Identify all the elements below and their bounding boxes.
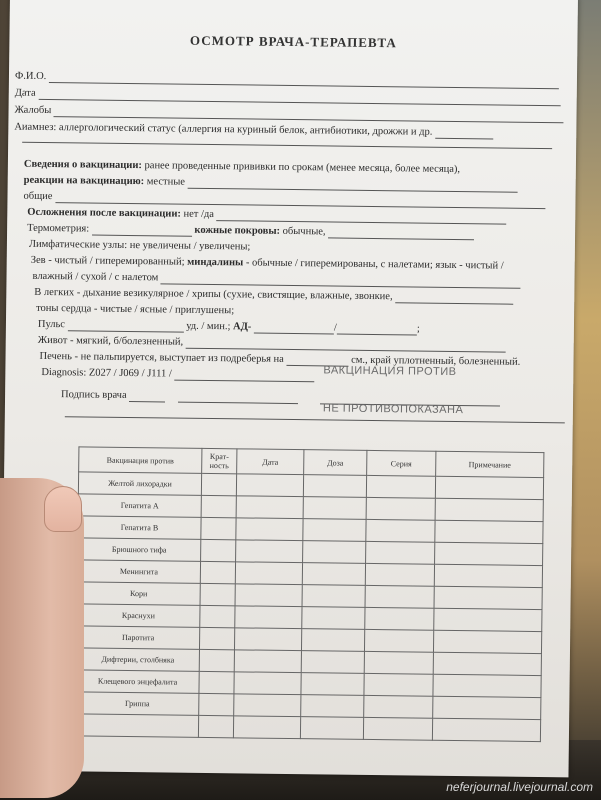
multiplicity-cell[interactable] xyxy=(199,627,234,649)
field-heart: тоны сердца - чистые / ясные / приглушены; xyxy=(36,302,235,317)
col-header-dose: Доза xyxy=(304,450,367,476)
vaccination-table xyxy=(75,446,545,742)
table-body xyxy=(75,472,543,742)
skin-text: обычные, xyxy=(282,225,326,238)
date-cell[interactable] xyxy=(236,518,303,541)
note-cell[interactable] xyxy=(434,564,542,587)
note-cell[interactable] xyxy=(433,696,541,719)
date-cell[interactable] xyxy=(234,672,301,695)
field-temperature-skin xyxy=(27,223,474,240)
thumb-nail xyxy=(44,486,82,532)
vaccine-name-cell: Клещевого энцефалита xyxy=(76,670,199,694)
section-divider xyxy=(65,416,565,423)
col-header-date: Дата xyxy=(237,449,304,475)
field-lungs xyxy=(34,287,513,305)
date-cell[interactable] xyxy=(235,606,302,629)
abdomen-text: Живот - мягкий, б/болезненный, xyxy=(37,334,184,348)
dose-cell[interactable] xyxy=(301,695,364,718)
dose-cell[interactable] xyxy=(303,541,366,564)
dose-cell[interactable] xyxy=(300,717,363,740)
fio-input-line[interactable] xyxy=(49,73,559,89)
col-header-multiplicity: Крат-ность xyxy=(202,448,237,473)
field-complications xyxy=(27,207,506,225)
throat-text: Зев - чистый / гиперемированный; xyxy=(30,254,185,268)
field-complaints xyxy=(14,105,564,124)
series-cell[interactable] xyxy=(365,563,434,586)
skin-label: кожные покровы: xyxy=(194,224,281,237)
series-cell[interactable] xyxy=(366,497,435,520)
vaccine-name-cell: Паротита xyxy=(76,626,199,650)
liver-text-a: Печень - не пальпируется, выступает из подреберья на xyxy=(39,350,284,365)
field-complaints-label: Жалобы xyxy=(14,104,52,117)
vaccine-name-cell: Дифтерии, столбняка xyxy=(76,648,199,672)
note-cell[interactable] xyxy=(435,520,543,543)
note-cell[interactable] xyxy=(433,674,541,697)
dose-cell[interactable] xyxy=(301,629,364,652)
note-cell[interactable] xyxy=(435,498,543,521)
pulse-units: уд. / мин.; xyxy=(186,320,231,333)
temperature-input-line[interactable] xyxy=(92,226,192,237)
complications-input-line[interactable] xyxy=(216,211,506,225)
liver-text-b: см., край уплотненный, болезненный. xyxy=(351,354,521,368)
date-cell[interactable] xyxy=(234,650,301,673)
multiplicity-cell[interactable] xyxy=(200,561,235,583)
date-cell[interactable] xyxy=(236,474,303,497)
col-header-note: Примечание xyxy=(436,451,544,477)
note-cell[interactable] xyxy=(433,652,541,675)
series-cell[interactable] xyxy=(366,541,435,564)
vaccination-info-label: Сведения о вакцинации: xyxy=(23,158,143,172)
series-cell[interactable] xyxy=(366,475,435,498)
series-cell[interactable] xyxy=(364,651,433,674)
field-fio xyxy=(15,71,559,90)
multiplicity-cell[interactable] xyxy=(200,605,235,627)
field-fio-label: Ф.И.О. xyxy=(14,70,47,82)
diagnosis-label: Diagnosis: Z027 / J069 / J111 / xyxy=(41,366,172,380)
vaccine-name-cell: Менингита xyxy=(77,560,200,584)
skin-input-line[interactable] xyxy=(328,228,474,240)
bp-systolic-line[interactable] xyxy=(254,324,334,335)
signature-name-line[interactable] xyxy=(178,393,298,404)
field-tongue xyxy=(32,271,521,289)
form-title: ОСМОТР ВРАЧА-ТЕРАПЕВТА xyxy=(189,32,397,51)
abdomen-input-line[interactable] xyxy=(186,339,506,353)
dose-cell[interactable] xyxy=(303,519,366,542)
field-anamnesis-label: Аиамнез: аллергологический статус (аллергия на куриный белок, антибиотики, дрожжи и др. xyxy=(14,121,433,138)
series-cell[interactable] xyxy=(365,607,434,630)
series-cell[interactable] xyxy=(364,673,433,696)
complications-text: нет /да xyxy=(183,208,215,221)
reactions-input-line[interactable] xyxy=(188,179,518,193)
diagnosis-input-line[interactable] xyxy=(174,371,314,383)
vaccine-name-cell: Кори xyxy=(77,582,200,606)
vaccination-info-text: ранее проведенные прививки по срокам (менее месяца, более месяца), xyxy=(144,160,461,176)
note-cell[interactable] xyxy=(435,476,543,499)
series-cell[interactable] xyxy=(363,717,432,740)
lungs-input-line[interactable] xyxy=(395,293,513,304)
pulse-label: Пульс xyxy=(37,318,66,331)
col-header-vaccination: Вакцинация против xyxy=(79,447,202,474)
vaccine-name-cell: Краснухи xyxy=(77,604,200,628)
multiplicity-cell[interactable] xyxy=(201,473,236,495)
multiplicity-cell[interactable] xyxy=(199,649,234,671)
general-label: общие xyxy=(23,190,53,203)
field-reactions xyxy=(24,175,518,193)
note-cell[interactable] xyxy=(435,542,543,565)
tonsils-text: - обычные / гиперемированы, с налетами; язык - чистый / xyxy=(245,257,504,272)
multiplicity-cell[interactable] xyxy=(200,583,235,605)
note-cell[interactable] xyxy=(432,718,540,741)
table-row xyxy=(75,714,540,742)
reactions-label: реакции на вакцинацию: xyxy=(23,174,145,188)
vaccine-name-cell: Гепатита А xyxy=(78,494,201,518)
multiplicity-cell[interactable] xyxy=(198,715,233,737)
date-input-line[interactable] xyxy=(38,90,560,106)
field-general xyxy=(23,191,545,209)
multiplicity-cell[interactable] xyxy=(201,495,236,517)
series-cell[interactable] xyxy=(366,519,435,542)
field-abdomen xyxy=(38,335,506,353)
dose-cell[interactable] xyxy=(301,651,364,674)
field-diagnosis xyxy=(41,367,314,382)
note-cell[interactable] xyxy=(434,586,542,609)
anamnesis-input-line[interactable] xyxy=(435,129,493,140)
anamnesis-extra-line[interactable] xyxy=(22,142,552,149)
date-cell[interactable] xyxy=(234,628,301,651)
vaccine-name-cell: Гепатита В xyxy=(78,516,201,540)
dose-cell[interactable] xyxy=(302,563,365,586)
signature-label: Подпись врача xyxy=(61,389,127,401)
note-cell[interactable] xyxy=(434,608,542,631)
date-cell[interactable] xyxy=(235,584,302,607)
multiplicity-cell[interactable] xyxy=(201,517,236,539)
vaccine-name-cell: Гриппа xyxy=(76,692,199,716)
multiplicity-cell[interactable] xyxy=(201,539,236,561)
complications-label: Осложнения после вакцинации: xyxy=(27,206,181,220)
bp-label: АД- xyxy=(232,321,252,333)
lungs-text: В легких - дыхание везикулярное / хрипы (сухие, свистящие, влажные, звонкие, xyxy=(34,286,393,303)
tongue-text: влажный / сухой / с налетом xyxy=(32,270,159,284)
temperature-label: Термометрия: xyxy=(27,222,90,235)
stamp-not-contraindicated: НЕ ПРОТИВОПОКАЗАНА xyxy=(322,402,464,417)
tonsils-label: миндалины xyxy=(187,256,244,269)
col-header-series: Серия xyxy=(367,450,436,476)
dose-cell[interactable] xyxy=(301,673,364,696)
vaccine-name-cell xyxy=(75,714,198,738)
field-pulse-bp: Пульс уд. / мин.; АД- / ; xyxy=(37,318,420,335)
dose-cell[interactable] xyxy=(302,585,365,608)
date-cell[interactable] xyxy=(236,540,303,563)
series-cell[interactable] xyxy=(364,629,433,652)
reactions-local-text: местные xyxy=(146,176,186,188)
date-cell[interactable] xyxy=(234,694,301,717)
date-cell[interactable] xyxy=(236,496,303,519)
series-cell[interactable] xyxy=(364,695,433,718)
date-cell[interactable] xyxy=(233,716,300,739)
multiplicity-cell[interactable] xyxy=(199,693,234,715)
dose-cell[interactable] xyxy=(303,497,366,520)
bp-diastolic-line[interactable] xyxy=(337,325,417,336)
pulse-input-line[interactable] xyxy=(68,321,184,332)
field-date xyxy=(15,88,561,107)
multiplicity-cell[interactable] xyxy=(199,671,234,693)
watermark: neferjournal.livejournal.com xyxy=(446,780,593,794)
vaccine-name-cell: Брюшного тифа xyxy=(78,538,201,562)
complaints-input-line[interactable] xyxy=(54,107,564,123)
dose-cell[interactable] xyxy=(303,475,366,498)
vaccine-name-cell: Желтой лихорадки xyxy=(78,472,201,496)
stamp-vaccination-against: ВАКЦИНАЦИЯ ПРОТИВ xyxy=(323,364,457,379)
field-date-label: Дата xyxy=(14,87,36,99)
field-anamnesis xyxy=(14,122,493,140)
general-input-line[interactable] xyxy=(55,193,545,209)
series-cell[interactable] xyxy=(365,585,434,608)
date-cell[interactable] xyxy=(235,562,302,585)
tongue-input-line[interactable] xyxy=(161,274,521,288)
field-vaccination-info xyxy=(24,159,460,176)
dose-cell[interactable] xyxy=(302,607,365,630)
field-throat-tonsils xyxy=(31,255,504,273)
note-cell[interactable] xyxy=(433,630,541,653)
field-lymph: Лимфатические узлы: не увеличены / увеличены; xyxy=(28,238,251,253)
signature-input-line[interactable] xyxy=(129,392,165,402)
